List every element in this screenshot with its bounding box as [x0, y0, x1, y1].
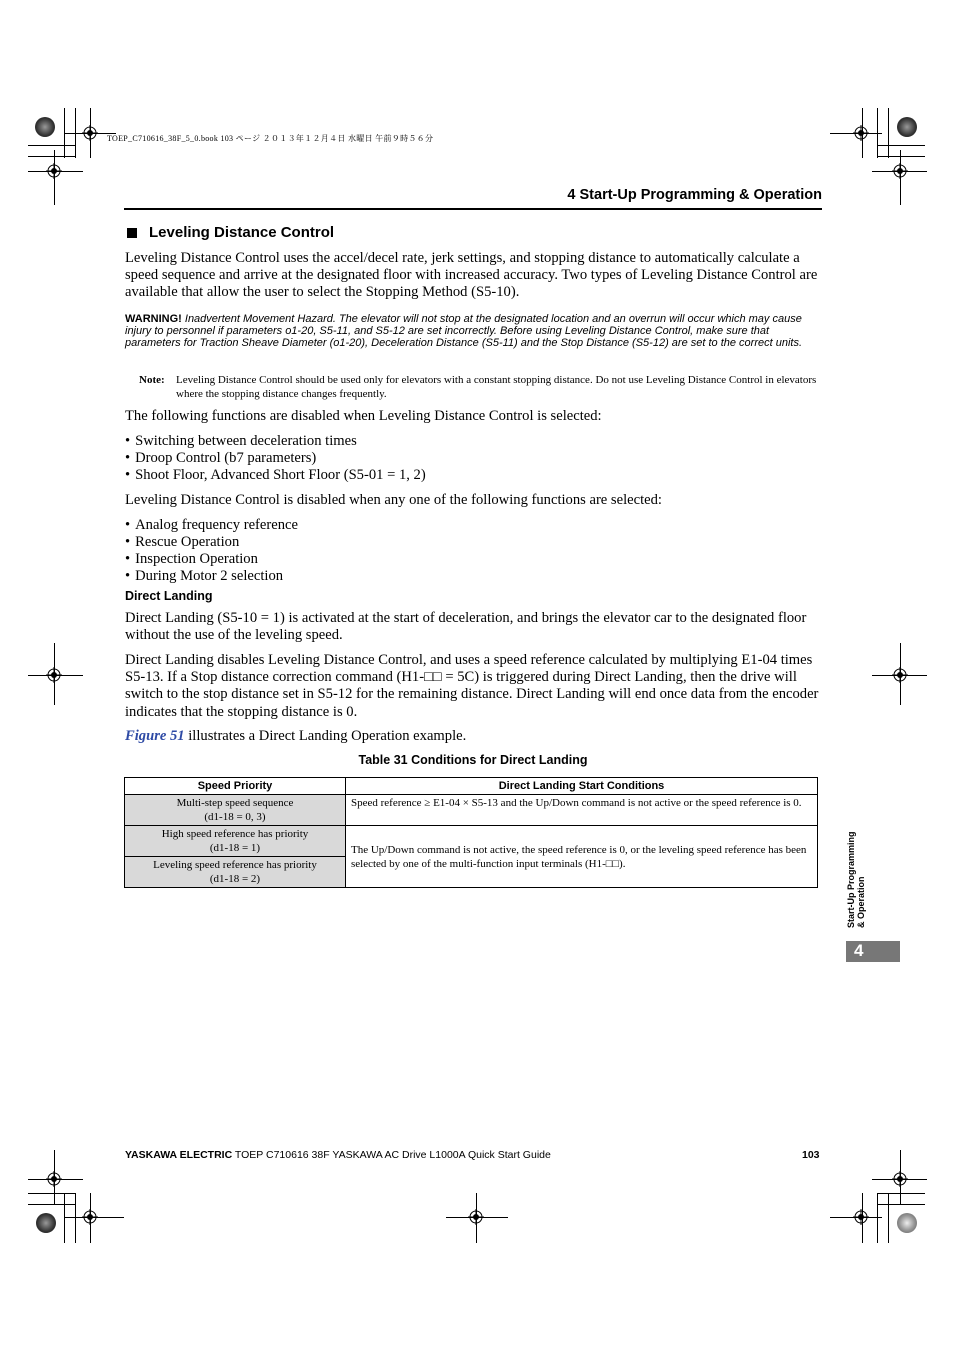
- footer-brand: YASKAWA ELECTRIC: [125, 1149, 233, 1161]
- note-label: Note:: [139, 374, 165, 386]
- crosshair-icon: [853, 125, 869, 141]
- list-item: • Droop Control (b7 parameters): [125, 450, 426, 467]
- list-item: • Shoot Floor, Advanced Short Floor (S5-01 = 1, 2): [125, 467, 426, 484]
- list-item: • Rescue Operation: [125, 534, 298, 551]
- list-item: • Analog frequency reference: [125, 517, 298, 534]
- cell-line: Leveling speed reference has priority: [153, 859, 317, 871]
- column-header: Direct Landing Start Conditions: [346, 778, 818, 795]
- list-item: • During Motor 2 selection: [125, 568, 298, 585]
- registration-circle-icon: [897, 117, 917, 137]
- crosshair-icon: [892, 667, 908, 683]
- intro-paragraph: Leveling Distance Control uses the accel/decel rate, jerk settings, and stopping distance to automatically calculate a speed sequence and arrive at the designated floor with increased accuracy. Two types of Leveling Distance Control are available that allow the user to select the Stopping Method (S5-10).: [125, 250, 818, 301]
- direct-landing-para2: Direct Landing disables Leveling Distance Control, and uses a speed reference calculated by multiplying E1-04 times S5-13. If a Stop distance correction command (H1-□□ = 5C) is triggered during Direct Landing, then the drive will switch to the stop distance set in S5-12 for the remaining distance. Direct Landing will end once data from the encoder indicates that the stopping distance is 0.: [125, 652, 819, 720]
- crosshair-icon: [892, 1171, 908, 1187]
- cell-line: High speed reference has priority: [161, 828, 309, 840]
- list-item: • Inspection Operation: [125, 551, 298, 568]
- table-title: Table 31 Conditions for Direct Landing: [358, 753, 588, 767]
- chapter-number: 4: [854, 941, 864, 960]
- print-info: TOEP_C710616_38F_5_0.book 103 ページ ２０１３年１２月４日 水曜日 午前９時５６分: [107, 134, 434, 143]
- header-rule: [124, 208, 822, 210]
- warning-block: [125, 314, 825, 349]
- warning-label: WARNING!: [125, 313, 182, 325]
- direct-landing-heading: Direct Landing: [125, 589, 213, 603]
- crosshair-icon: [468, 1209, 484, 1225]
- footer-doc-info: [125, 1149, 551, 1161]
- table-cell-priority: [125, 826, 346, 857]
- crosshair-icon: [82, 125, 98, 141]
- conditions-table: [124, 777, 818, 888]
- table-header-row: [125, 778, 818, 795]
- section-title: [127, 224, 334, 241]
- table-row: [125, 826, 818, 857]
- table-row: [125, 795, 818, 826]
- disabled-list: [125, 433, 426, 484]
- crosshair-icon: [46, 163, 62, 179]
- note-text: Leveling Distance Control should be used only for elevators with a constant stopping distance. Do not use Leveling Distance Control in elevators where the stopping distance changes frequently.: [176, 374, 817, 400]
- registration-circle-icon: [35, 117, 55, 137]
- disabled-by-intro: Leveling Distance Control is disabled when any one of the following functions are selected:: [125, 492, 662, 508]
- square-bullet-icon: [127, 228, 137, 238]
- crosshair-icon: [82, 1209, 98, 1225]
- list-item: • Switching between deceleration times: [125, 433, 426, 450]
- figure-reference-text: illustrates a Direct Landing Operation example.: [184, 728, 467, 744]
- warning-text: Inadvertent Movement Hazard. The elevator will not stop at the designated location and an overrun will occur which may cause injury to personnel if parameters o1-20, S5-11, and S5-12 are set incorrectly. Before using Leveling Distance Control, make sure that parameters for Traction Sheave Diameter (o1-20), Deceleration Distance (S5-11) and the Stop Distance (S5-12) are set to the correct units.: [125, 313, 803, 349]
- crosshair-icon: [46, 1171, 62, 1187]
- section-title-text: Leveling Distance Control: [149, 224, 335, 241]
- side-tab-text: Start-Up Programming & Operation: [846, 831, 866, 928]
- table-cell-priority: [125, 795, 346, 826]
- chapter-tab[interactable]: [846, 941, 900, 962]
- footer-doc: TOEP C710616 38F YASKAWA AC Drive L1000A Quick Start Guide: [232, 1149, 551, 1161]
- disabled-intro: The following functions are disabled when Leveling Distance Control is selected:: [125, 408, 602, 424]
- disabled-by-list: [125, 517, 298, 585]
- cell-line: Multi-step speed sequence: [176, 797, 294, 809]
- table-cell-condition: The Up/Down command is not active, the speed reference is 0, or the leveling speed reference has been selected by one of the multi-function input terminals (H1-□□).: [346, 826, 818, 888]
- registration-circle-icon: [897, 1213, 917, 1233]
- crosshair-icon: [892, 163, 908, 179]
- crosshair-icon: [853, 1209, 869, 1225]
- cell-line: (d1-18 = 2): [209, 873, 261, 885]
- side-tab-label: [846, 828, 864, 928]
- registration-circle-icon: [36, 1213, 56, 1233]
- page-number: 103: [802, 1149, 820, 1161]
- direct-landing-para1: Direct Landing (S5-10 = 1) is activated at the start of deceleration, and brings the elevator car to the designated floor without the use of the leveling speed.: [125, 610, 807, 644]
- figure-link[interactable]: Figure 51: [125, 728, 185, 744]
- table-cell-priority: [125, 857, 346, 888]
- table-cell-condition: Speed reference ≥ E1-04 × S5-13 and the Up/Down command is not active or the speed reference is 0.: [346, 795, 818, 826]
- figure-reference-line: [125, 728, 822, 745]
- cell-line: (d1-18 = 0, 3): [204, 811, 266, 823]
- note-block: [139, 373, 829, 401]
- column-header: Speed Priority: [125, 778, 346, 795]
- chapter-header: 4 Start-Up Programming & Operation: [567, 187, 822, 203]
- crosshair-icon: [46, 667, 62, 683]
- cell-line: (d1-18 = 1): [209, 842, 261, 854]
